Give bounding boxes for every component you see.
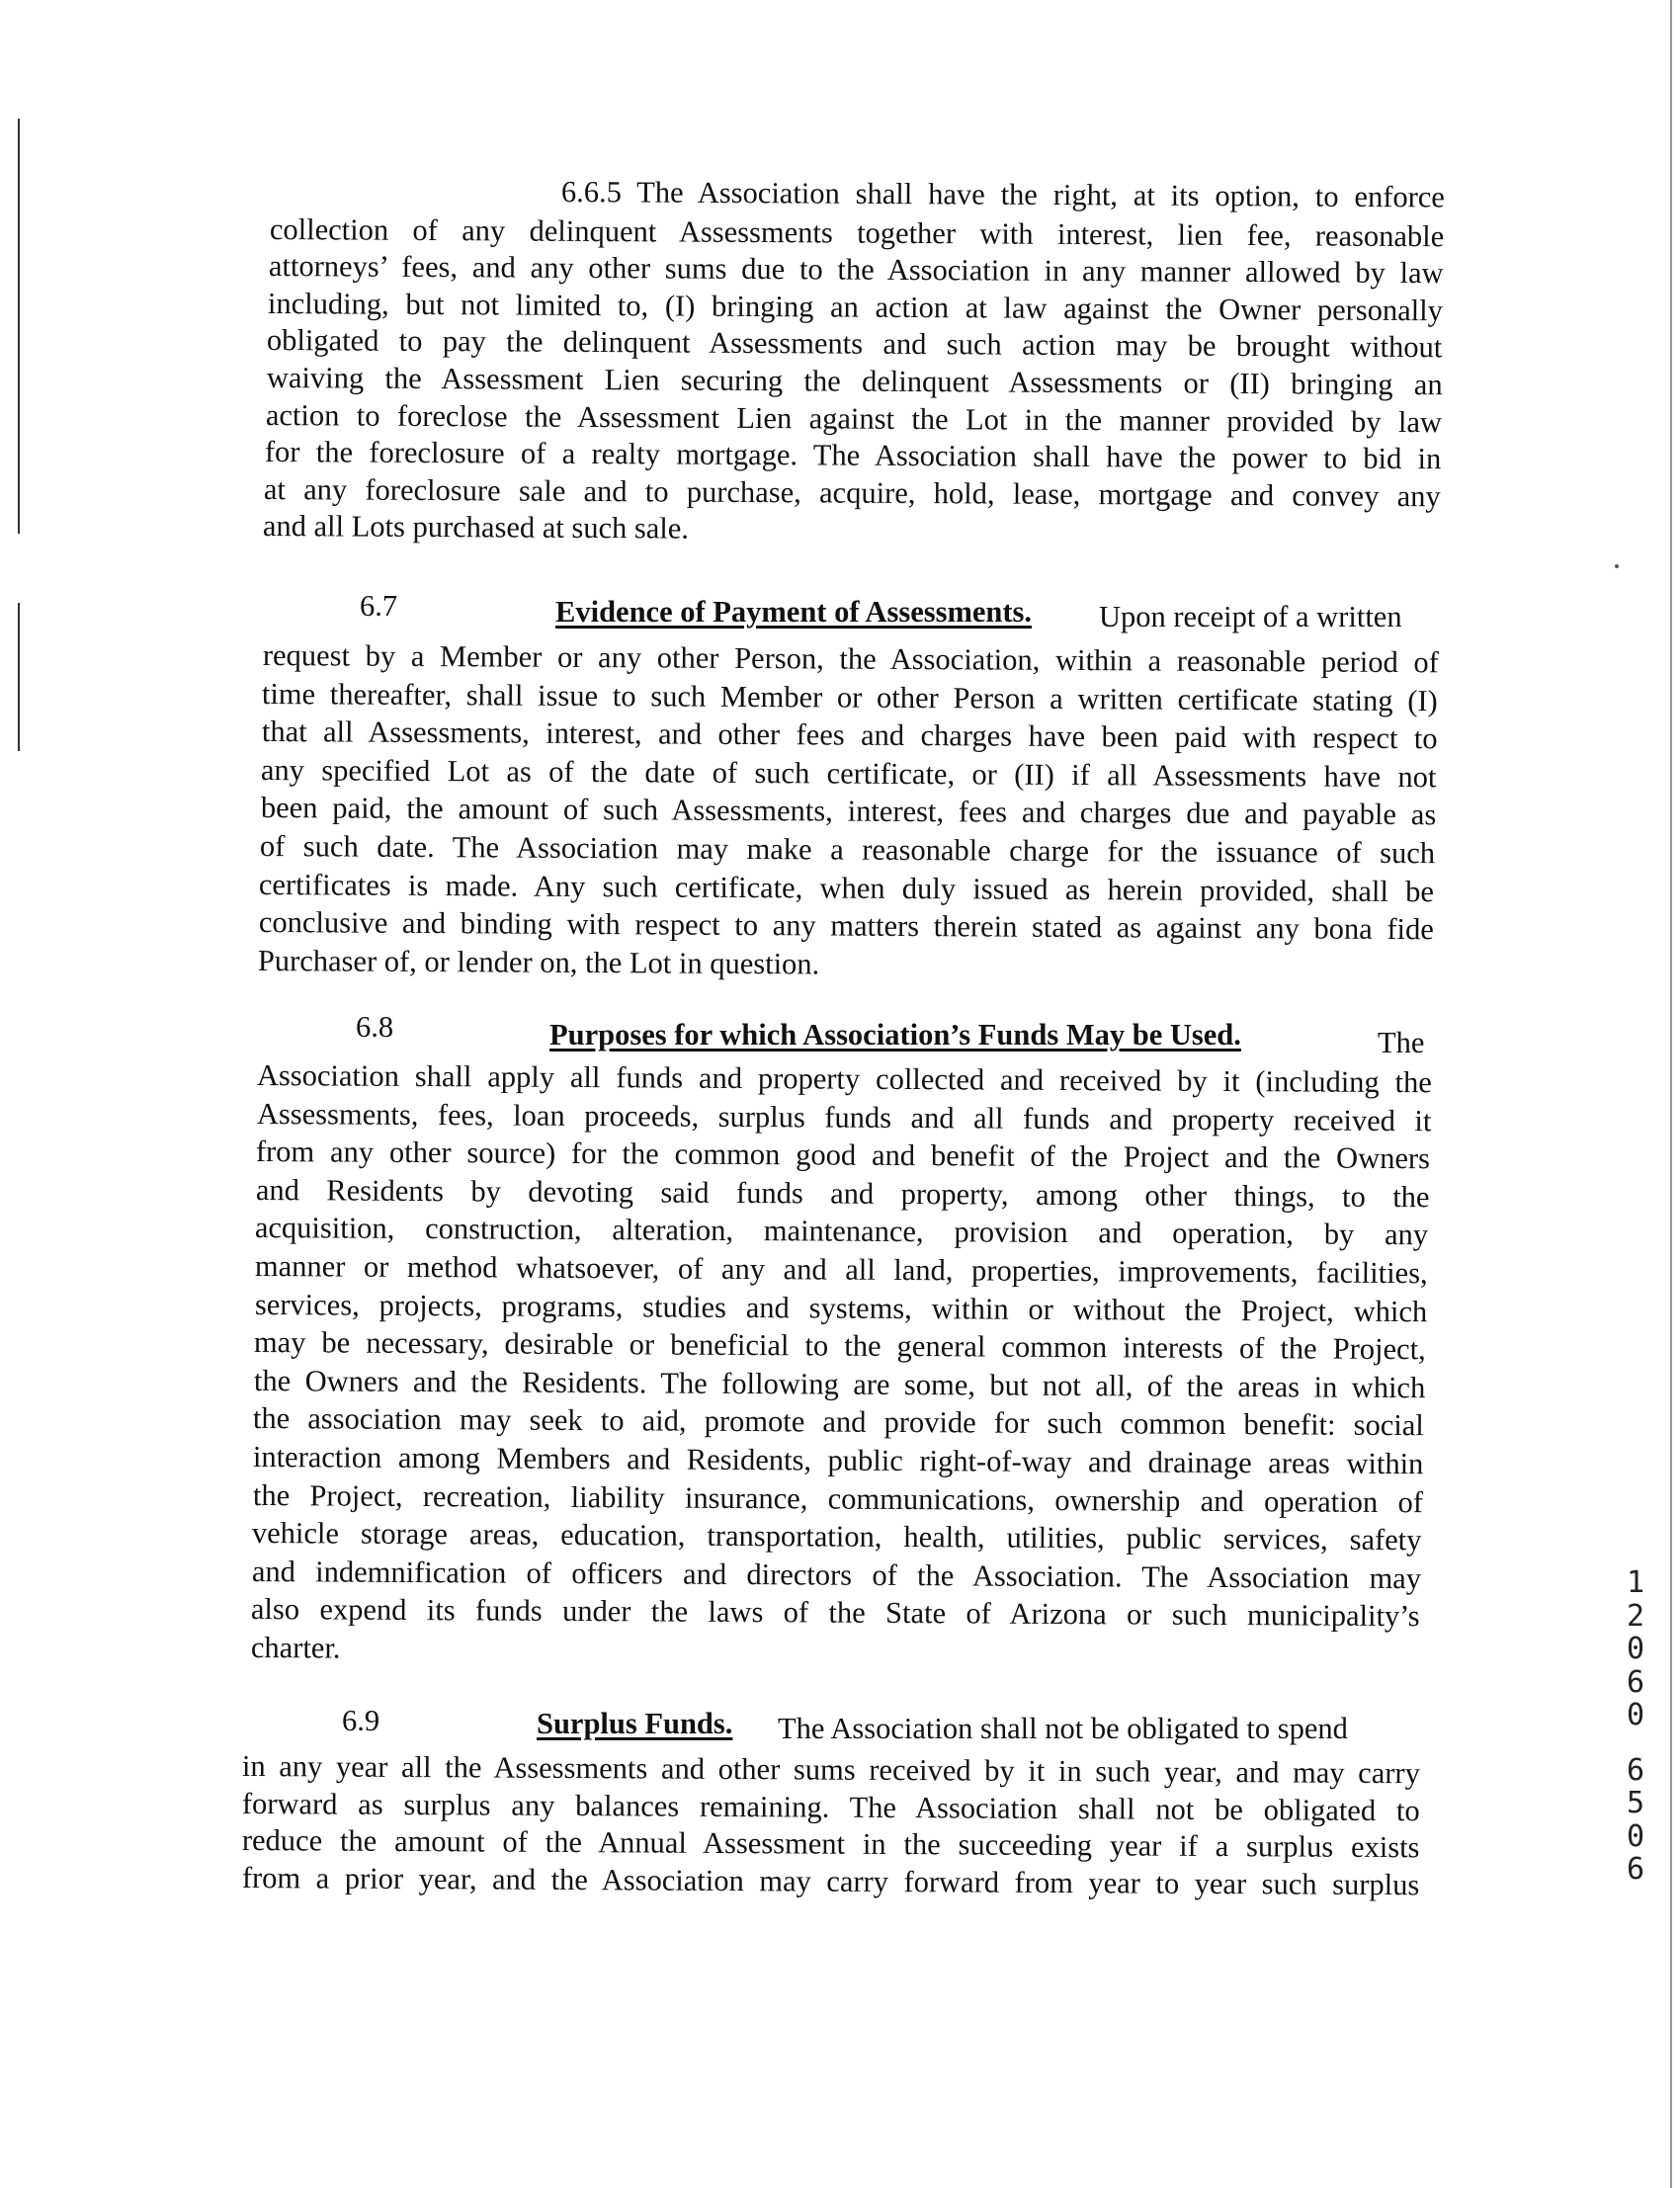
text-line: action to foreclose the Assessment Lien against the Lot in the manner provided by law <box>265 397 1442 439</box>
text-line: and indemnification of officers and directors of the Association. The Association may <box>251 1554 1421 1596</box>
text-line: vehicle storage areas, education, transportation, health, utilities, public services, safety <box>251 1516 1422 1557</box>
section-heading: Surplus Funds. <box>537 1707 733 1740</box>
text-line: collection of any delinquent Assessments together with interest, lien fee, reasonable <box>269 211 1445 253</box>
stamp-digit: 2 <box>1626 1598 1645 1634</box>
text-line: attorneys’ fees, and any other sums due to the Association in any manner allowed by law <box>268 249 1444 291</box>
text-line: request by a Member or any other Person, the Association, within a reasonable period of <box>262 638 1439 680</box>
text-line: including, but not limited to, (I) bringing an action at law against the Owner personally <box>268 286 1444 328</box>
section-number: 6.7 <box>360 589 398 623</box>
scan-edge-left-lower <box>18 603 20 751</box>
text-line: time thereafter, shall issue to such Member or other Person a written certificate stating (I) <box>262 676 1439 717</box>
text-line: Assessments, fees, loan proceeds, surplus funds and all funds and property received it <box>256 1096 1432 1137</box>
heading-line-rest: The Association shall not be obligated to spend <box>778 1712 1348 1745</box>
text-line: certificates is made. Any such certificate, when duly issued as herein provided, shall be <box>259 867 1435 908</box>
text-line: and Residents by devoting said funds and property, among other things, to the <box>255 1172 1430 1215</box>
text-line: conclusive and binding with respect to any matters therein stated as against any bona fide <box>258 905 1434 947</box>
text-line: reduce the amount of the Annual Assessment in the succeeding year if a surplus exists <box>241 1823 1420 1865</box>
text-line: acquisition, construction, alteration, maintenance, provision and operation, by any <box>255 1211 1429 1252</box>
scan-edge-right <box>1670 0 1672 2188</box>
text-line: the Project, recreation, liability insurance, communications, ownership and operation of <box>252 1477 1423 1519</box>
scan-edge-left <box>18 119 20 534</box>
stamp-digit: 0 <box>1626 1698 1645 1732</box>
text-line: any specified Lot as of the date of such certificate, or (II) if all Assessments have not <box>260 752 1437 795</box>
text-line: of such date. The Association may make a reasonable charge for the issuance of such <box>259 829 1436 871</box>
text-line: obligated to pay the delinquent Assessments and such action may be brought without <box>267 323 1443 365</box>
stamp-digit: 1 <box>1626 1565 1645 1600</box>
text-line: from a prior year, and the Association may carry forward from year to year such surplus <box>241 1860 1420 1902</box>
text-line: that all Assessments, interest, and other fees and charges have been paid with respect to <box>261 715 1438 756</box>
text-line: and all Lots purchased at such sale. <box>262 509 690 547</box>
section-number: 6.8 <box>356 1010 394 1044</box>
stamp-digit: 6 <box>1626 1664 1645 1700</box>
text-line: the association may seek to aid, promote and provide for such common benefit: social <box>253 1401 1425 1443</box>
stamp-digit: 0 <box>1626 1818 1645 1854</box>
section-heading: Purposes for which Association’s Funds May be Used. <box>549 1018 1241 1052</box>
text-line: services, projects, programs, studies and systems, within or without the Project, which <box>254 1287 1427 1328</box>
stamp-digit: 5 <box>1626 1786 1645 1820</box>
section-number: 6.9 <box>342 1704 380 1737</box>
text-line: Association shall apply all funds and property collected and received by it (including the <box>256 1058 1432 1100</box>
text-line: interaction among Members and Residents, public right-of-way and drainage areas within <box>252 1440 1424 1481</box>
text-line: manner or method whatsoever, of any and all land, properties, improvements, facilities, <box>254 1249 1428 1291</box>
section-heading: Evidence of Payment of Assessments. <box>555 595 1033 629</box>
text-line: waiving the Assessment Lien securing the delinquent Assessments or (II) bringing an <box>266 361 1443 402</box>
stamp-digit: 6 <box>1626 1852 1645 1887</box>
heading-line-rest: Upon receipt of a written <box>1099 600 1402 633</box>
scan-speck <box>1615 564 1619 568</box>
text-line: at any foreclosure sale and to purchase, acquire, hold, lease, mortgage and convey any <box>263 471 1441 514</box>
text-line: the Owners and the Residents. The following are some, but not all, of the areas in which <box>253 1363 1426 1405</box>
recording-number-stamp <box>1621 1566 1650 1887</box>
text-line: may be necessary, desirable or beneficial to the general common interests of the Project, <box>253 1325 1427 1367</box>
text-line: Purchaser of, or lender on, the Lot in question. <box>257 943 820 981</box>
stamp-digit: 6 <box>1626 1752 1645 1788</box>
text-line: in any year all the Assessments and other sums received by it in such year, and may carry <box>241 1749 1420 1791</box>
heading-line-rest: The <box>1378 1026 1425 1059</box>
text-line: been paid, the amount of such Assessments, interest, fees and charges due and payable as <box>260 791 1436 832</box>
text-line: for the foreclosure of a realty mortgage. The Association shall have the power to bid in <box>264 435 1442 476</box>
text-line: charter. <box>250 1631 341 1665</box>
text-line: from any other source) for the common good and benefit of the Project and the Owners <box>255 1135 1431 1176</box>
text-line: also expend its funds under the laws of the State of Arizona or such municipality’s <box>251 1592 1421 1634</box>
text-line: 6.6.5 The Association shall have the right, at its option, to enforce <box>560 175 1445 214</box>
text-line: forward as surplus any balances remaining. The Association shall not be obligated to <box>241 1786 1420 1827</box>
stamp-digit: 0 <box>1626 1632 1645 1666</box>
